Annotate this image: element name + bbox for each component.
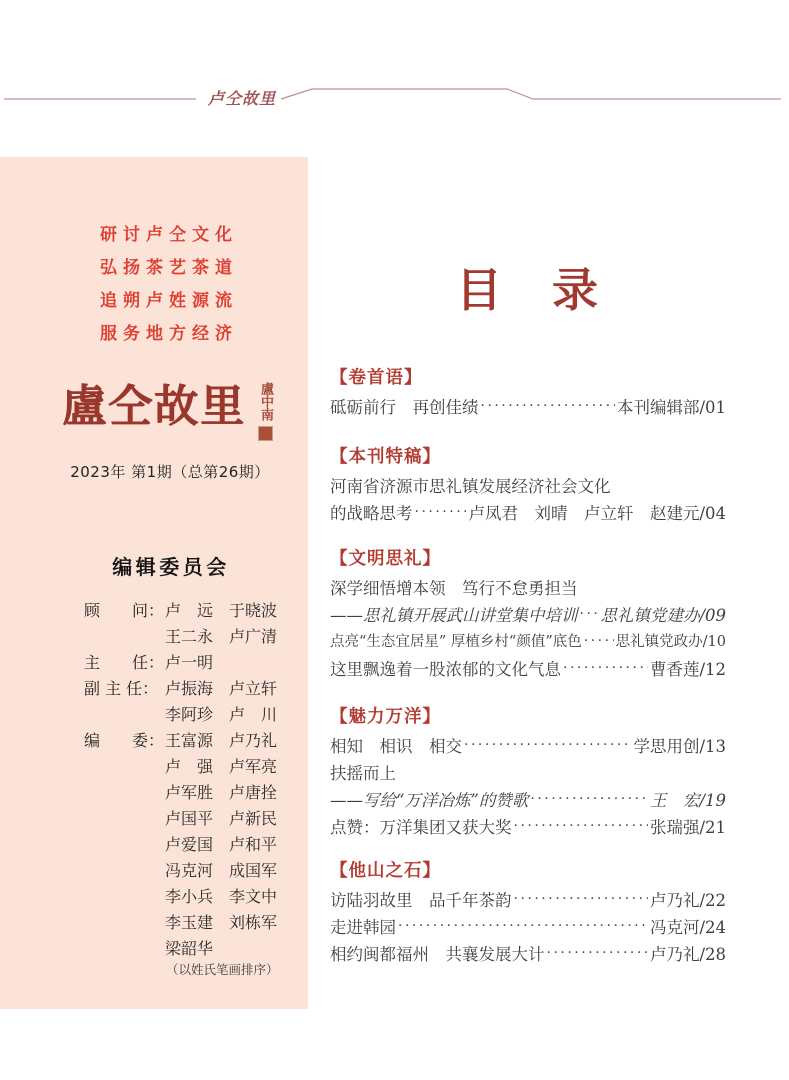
committee-row <box>84 676 298 702</box>
toc-column <box>330 0 726 1080</box>
committee-row <box>84 936 298 962</box>
committee-row <box>84 884 298 910</box>
toc-item-ref: 卢凤君 刘晴 卢立轩 赵建元/04 <box>468 503 726 523</box>
calligrapher-signature <box>257 382 273 441</box>
toc-item-ref: 卢乃礼/28 <box>649 944 726 964</box>
toc-item-title: 走进韩园 <box>330 917 396 937</box>
toc-item <box>330 471 726 498</box>
toc-item-ref: 冯克河/24 <box>649 917 726 937</box>
toc-leader-dots <box>563 660 648 676</box>
toc-item-ref: 卢乃礼/22 <box>649 890 726 910</box>
committee-names: 王二永 卢广清 <box>165 627 278 646</box>
slogan-line: 追朔卢姓源流 <box>100 291 238 311</box>
committee-names: 卢爱国 卢和平 <box>165 835 278 854</box>
toc-item-ref: 王 宏/19 <box>649 790 726 810</box>
committee-names: 卢 远 于晓波 <box>165 601 278 620</box>
committee-row <box>84 728 298 754</box>
toc-item <box>330 627 726 654</box>
toc-item <box>330 731 726 758</box>
toc-leader-dots <box>514 818 648 834</box>
journal-name-header: 卢仝故里 <box>207 89 276 108</box>
toc-item <box>330 939 726 966</box>
committee-row <box>84 832 298 858</box>
toc-leader-dots <box>415 504 467 520</box>
toc-item-title: 砥砺前行 再创佳绩 <box>330 397 479 417</box>
committee-names: 李小兵 李文中 <box>165 887 278 906</box>
toc-item-title: 河南省济源市思礼镇发展经济社会文化 <box>330 476 611 496</box>
toc-item-title: 相约闽都福州 共襄发展大计 <box>330 944 545 964</box>
committee-names: 李玉建 刘栋军 <box>165 913 278 932</box>
committee-role-label <box>84 780 165 806</box>
committee-row <box>84 754 298 780</box>
toc-leader-dots <box>530 791 648 807</box>
toc-item-title: 扶摇而上 <box>330 763 396 783</box>
toc-section-header: 【本刊特稿】 <box>330 447 441 467</box>
toc-item-title: 深学细悟增本领 笃行不怠勇担当 <box>330 578 578 598</box>
toc-item <box>330 885 726 912</box>
toc-item-title: ——思礼镇开展武山讲堂集中培训 <box>330 605 578 625</box>
toc-item-ref: 张瑞强/21 <box>649 817 726 837</box>
editorial-committee-list <box>84 598 298 962</box>
slogan-line: 研讨卢仝文化 <box>100 225 238 245</box>
toc-leader-dots <box>584 633 614 649</box>
masthead-calligraphy: 盧仝故里 <box>62 381 246 432</box>
toc-section <box>330 546 726 681</box>
toc-item <box>330 654 726 681</box>
toc-section-header: 【文明思礼】 <box>330 549 441 569</box>
committee-role-label <box>84 936 165 962</box>
toc-item-title: ——写给“万洋冶炼”的赞歌 <box>330 790 529 810</box>
toc-item-title: 这里飘逸着一股浓郁的文化气息 <box>330 659 561 679</box>
toc-section <box>330 858 726 966</box>
toc-item-ref: 曹香莲/12 <box>649 659 726 679</box>
committee-names: 王富源 卢乃礼 <box>165 731 278 750</box>
calligrapher-seal <box>258 426 273 441</box>
committee-role-label: 副 主 任： <box>84 679 159 698</box>
slogan-line: 弘扬茶艺茶道 <box>100 258 238 278</box>
editorial-committee-heading: 编辑委员会 <box>112 555 230 579</box>
committee-names: 卢军胜 卢唐拴 <box>165 783 278 802</box>
toc-title: 目 录 <box>456 263 600 317</box>
toc-item <box>330 785 726 812</box>
committee-role-label: 顾 问： <box>84 601 165 620</box>
toc-item <box>330 392 726 419</box>
slogan-block <box>100 219 238 351</box>
toc-section <box>330 704 726 839</box>
toc-item-ref: 学思用创/13 <box>633 736 726 756</box>
committee-row <box>84 858 298 884</box>
toc-item <box>330 600 726 627</box>
committee-names: 卢一明 <box>165 653 214 672</box>
toc-leader-dots <box>398 918 648 934</box>
toc-section <box>330 365 726 419</box>
slogan-line: 服务地方经济 <box>100 324 238 344</box>
toc-item-title: 的战略思考 <box>330 503 413 523</box>
issue-info: 2023年 第1期（总第26期） <box>70 463 270 481</box>
toc-leader-dots <box>514 891 648 907</box>
toc-item-title: 点亮“生态宜居星” 厚植乡村“颜值”底色 <box>330 634 582 650</box>
committee-role-label: 编 委： <box>84 731 165 750</box>
toc-section-header: 【他山之石】 <box>330 861 441 881</box>
committee-row <box>84 780 298 806</box>
committee-role-label <box>84 910 165 936</box>
committee-row <box>84 702 298 728</box>
committee-role-label <box>84 624 165 650</box>
committee-role-label <box>84 806 165 832</box>
committee-row <box>84 598 298 624</box>
toc-leader-dots <box>464 737 631 753</box>
toc-item-ref: 思礼镇党建办/09 <box>600 605 726 625</box>
toc-item-title: 点赞：万洋集团又获大奖 <box>330 817 512 837</box>
sort-note: （以姓氏笔画排序） <box>166 962 279 977</box>
toc-item <box>330 912 726 939</box>
committee-role-label <box>84 858 165 884</box>
toc-section <box>330 444 726 525</box>
toc-item <box>330 758 726 785</box>
committee-role-label <box>84 702 165 728</box>
toc-section-header: 【魅力万洋】 <box>330 707 441 727</box>
toc-leader-dots <box>580 606 599 622</box>
committee-role-label <box>84 754 165 780</box>
toc-item-title: 相知 相识 相交 <box>330 736 462 756</box>
committee-names: 冯克河 成国军 <box>165 861 278 880</box>
committee-role-label <box>84 884 165 910</box>
toc-item <box>330 498 726 525</box>
toc-item-title: 访陆羽故里 品千年茶韵 <box>330 890 512 910</box>
committee-row <box>84 910 298 936</box>
toc-leader-dots <box>547 945 648 961</box>
toc-item <box>330 573 726 600</box>
committee-role-label <box>84 832 165 858</box>
committee-names: 梁韶华 <box>165 939 214 958</box>
toc-item-ref: 思礼镇党政办/10 <box>615 634 726 650</box>
calligrapher-signature-text: 盧中南 <box>258 382 273 421</box>
committee-names: 李阿珍 卢 川 <box>165 705 278 724</box>
committee-names: 卢振海 卢立轩 <box>165 679 278 698</box>
toc-item <box>330 812 726 839</box>
committee-names: 卢国平 卢新民 <box>165 809 278 828</box>
committee-role-label: 主 任： <box>84 653 165 672</box>
committee-names: 卢 强 卢军亮 <box>165 757 278 776</box>
committee-row <box>84 624 298 650</box>
committee-row <box>84 650 298 676</box>
toc-leader-dots <box>481 398 615 414</box>
toc-section-header: 【卷首语】 <box>330 368 423 388</box>
committee-row <box>84 806 298 832</box>
toc-item-ref: 本刊编辑部/01 <box>616 397 726 417</box>
